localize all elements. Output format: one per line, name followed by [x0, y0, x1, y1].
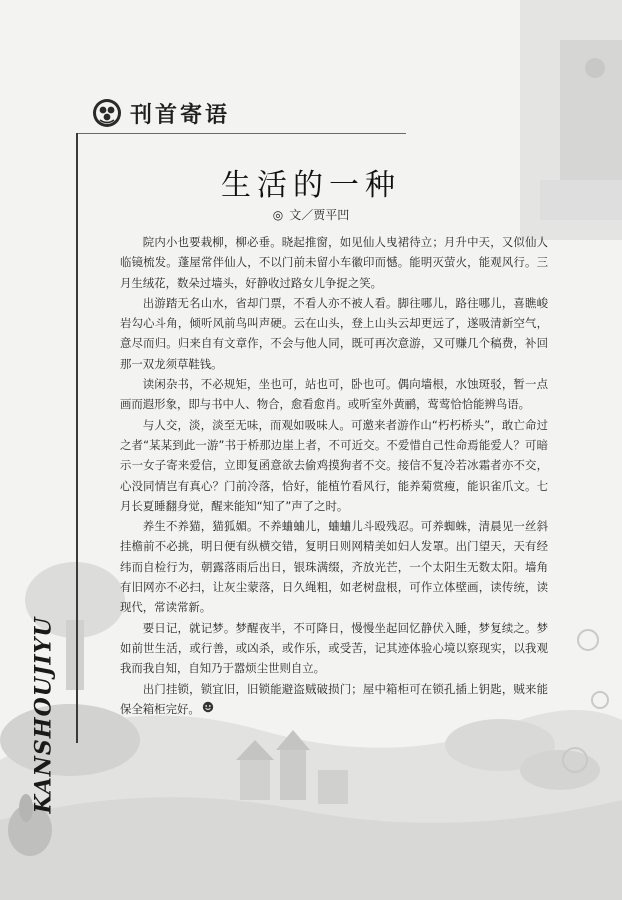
column-title: 刊首寄语 [130, 101, 231, 128]
paragraph-7 [120, 679, 548, 720]
side-label-text: KANSHOUJIYU [31, 616, 57, 814]
byline-mark: ◎ [272, 208, 284, 222]
paragraph-6: 要日记，就记梦。梦醒夜半，不可降日，慢慢坐起回忆静伏入睡，梦复续之。梦如前世生活，或行善，或凶杀，或作乐，或受苦，记其迹体验心境以察现实，以我观我而我自知，自知乃于嚣烦尘世则自立。 [120, 620, 548, 676]
paragraph-3: 读闲杂书，不必规矩，坐也可，站也可，卧也可。偶向墙根，水蚀斑驳，暂一点画而遐形象，即与书中人、物合，愈看愈肖。或听室外黄鹂，莺莺恰恰能辨鸟语。 [120, 377, 548, 412]
paragraph-5: 养生不养猫，猫狐媚。不养蛐蛐儿，蛐蛐儿斗殴残忍。可养蜘蛛，清晨见一丝斜挂檐前不必挑，明日便有纵横交错，复明日则网精美如妇人发罩。出门望天，天有经纬而自检行为，朝露落雨后出日，银珠满缀，齐放光芒，一个太阳生无数太阳。墙角有旧网亦不必扫，让灰尘蒙落，日久绳粗，如老树盘根，可作立体壁画，读传统，读现代，常读常新。 [120, 519, 548, 615]
article-title: 生活的一种 [221, 168, 401, 203]
side-label [22, 590, 66, 840]
byline [0, 206, 622, 223]
panel-top-rule [76, 133, 406, 134]
flower-artwork [578, 630, 598, 650]
clover-logo-icon [92, 98, 122, 128]
article-body [120, 232, 548, 719]
column-header [92, 96, 230, 130]
byline-author: 文／贾平凹 [289, 208, 350, 222]
paragraph-4: 与人交，淡，淡至无味，而观如吸味人。可邀来者游作山“朽朽桥头”，敢亡命过之者“某某到此一游”书于桥那边崖上者，不可近交。不爱惜自己性命焉能爱人？可暗示一女子寄来爱信，立即复函意欲去偷鸡摸狗者不交。接信不复冷若冰霜者亦不交，心没同情岂有真心？门前冷落，恰好，能植竹看风行，能养菊赏瘦，能识雀爪文。七月长夏睡翻身觉，醒来能知“知了”声了之时。 [120, 417, 548, 513]
paragraph-1: 院内小也要栽柳，柳必垂。晓起推窗，如见仙人曳裙待立；月升中天，又似仙人临镜梳发。蓬屋常伴仙人，不以门前未留小车徽印而憾。能明灭萤火，能观风行。三月生绒花，数朵过墙头，好静收过路女儿争捉之笑。 [120, 235, 548, 290]
paragraph-2: 出游踏无名山水，省却门票，不看人亦不被人看。脚往哪儿，路往哪儿，喜瞧峻岩勾心斗角，倾听风前鸟叫声硬。云在山头，登上山头云却更远了，遂吸清新空气，意尽而归。归来自有文章作，不会与他人同，既可再次意游，又可赚几个稿费，补回那一双龙须草鞋钱。 [120, 295, 548, 371]
smiley-end-mark-icon [202, 701, 214, 713]
panel-left-rule [76, 133, 78, 743]
paragraph-7-text: 出门挂锁，锁宜旧，旧锁能避盗贼破损门；屋中箱柜可在锁孔插上钥匙，贼来能保全箱柜完好。 [120, 681, 548, 716]
houses-artwork [240, 760, 270, 800]
